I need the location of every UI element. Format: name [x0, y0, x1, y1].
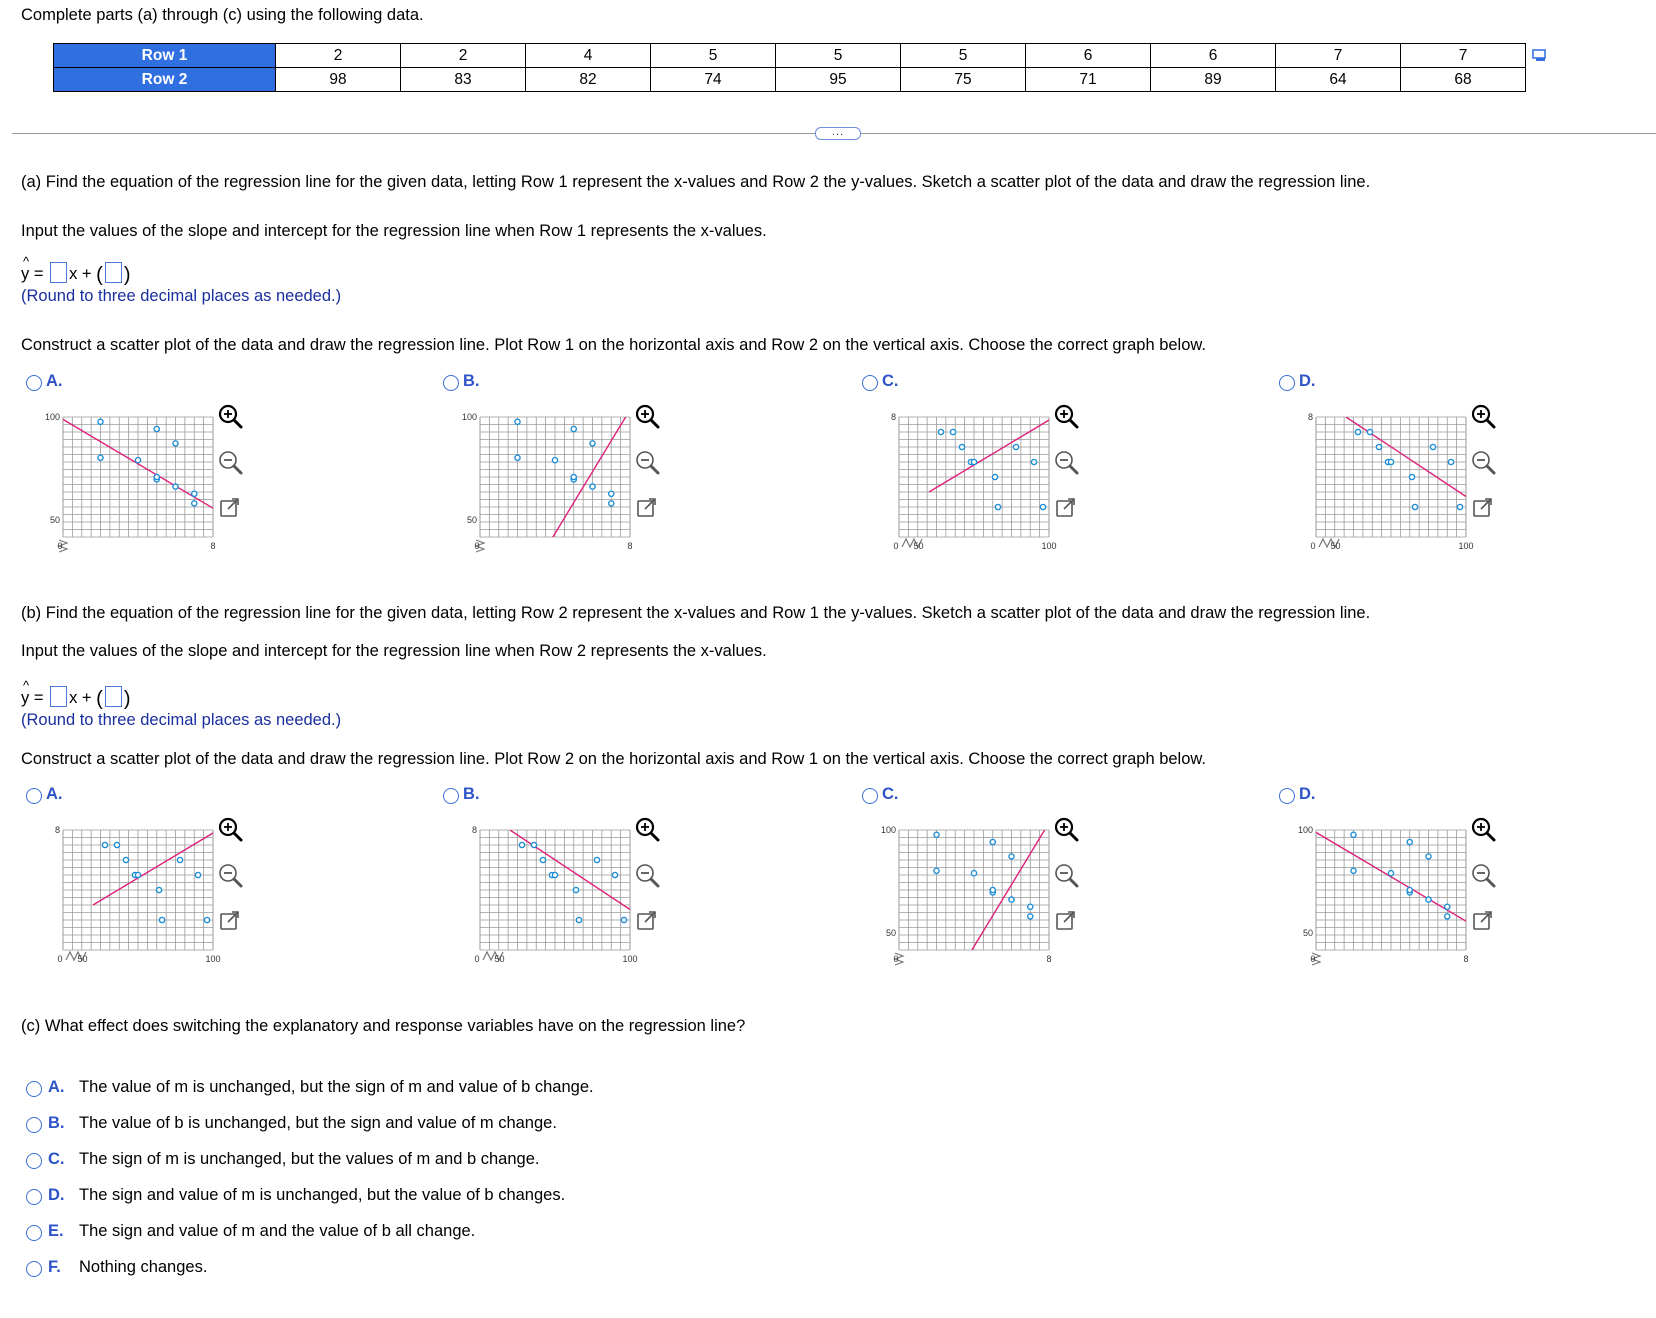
scatter-chart-b-A — [54, 825, 221, 964]
data-point — [156, 887, 161, 892]
tick-label: 0 — [1310, 954, 1316, 964]
table-cell: 64 — [1276, 68, 1401, 92]
data-point — [173, 484, 178, 489]
part-c-radio-e[interactable] — [26, 1225, 42, 1241]
regression-line — [546, 410, 633, 551]
data-point — [159, 917, 164, 922]
part-c-option-letter: F. — [48, 1258, 61, 1276]
data-point — [1445, 914, 1450, 919]
data-point — [971, 871, 976, 876]
data-point — [609, 491, 614, 496]
popout-icon[interactable] — [1469, 907, 1497, 935]
table-cell: 82 — [526, 68, 651, 92]
scatter-chart-a-C — [890, 412, 1057, 551]
tick-label: 8 — [210, 541, 216, 551]
row2-label: Row 2 — [54, 68, 276, 92]
y-hat: ^ y — [21, 254, 30, 283]
part-c-option-letter: D. — [48, 1186, 65, 1204]
data-point — [1013, 444, 1018, 449]
popout-icon[interactable] — [1052, 907, 1080, 935]
tick-label: 8 — [471, 825, 477, 835]
table-cell: 95 — [776, 68, 901, 92]
expand-button[interactable]: ... — [815, 127, 861, 140]
part-b-construct-prompt: Construct a scatter plot of the data and draw the regression line. Plot Row 2 on the horizontal axis and Row 1 on the vertical axis. Choose the correct graph below. — [21, 750, 1206, 768]
data-point — [959, 444, 964, 449]
graph-option-radio-a-b[interactable] — [443, 375, 459, 391]
part-c-prompt: (c) What effect does switching the explanatory and response variables have on the regression line? — [21, 1017, 746, 1035]
table-cell: 4 — [526, 44, 651, 68]
graph-option-letter: D. — [1299, 372, 1316, 390]
data-point — [1407, 839, 1412, 844]
part-c-radio-c[interactable] — [26, 1153, 42, 1169]
tick-label: 100 — [622, 954, 638, 964]
y-hat: ^ y — [21, 678, 30, 707]
part-a-round-note: (Round to three decimal places as needed.) — [21, 287, 342, 305]
tick-label: 8 — [1046, 954, 1052, 964]
zoom-in-icon[interactable] — [633, 402, 661, 430]
part-c-option-letter: E. — [48, 1222, 64, 1240]
data-table — [53, 43, 1526, 92]
tick-label: 50 — [885, 928, 896, 938]
tick-label: 8 — [54, 825, 60, 835]
data-point — [1426, 897, 1431, 902]
graph-option-letter: D. — [1299, 785, 1316, 803]
table-row — [54, 68, 1526, 92]
graph-option-radio-a-d[interactable] — [1279, 375, 1295, 391]
part-c-option-letter: C. — [48, 1150, 65, 1168]
zoom-in-icon[interactable] — [1052, 815, 1080, 843]
tick-label: 100 — [1041, 541, 1057, 551]
graph-option-radio-b-c[interactable] — [862, 788, 878, 804]
data-point — [552, 872, 557, 877]
table-cell: 7 — [1401, 44, 1526, 68]
regression-line — [965, 823, 1052, 964]
tick-label: 100 — [205, 954, 221, 964]
instructions: Complete parts (a) through (c) using the following data. — [21, 6, 424, 24]
table-cell: 6 — [1151, 44, 1276, 68]
tick-label: 50 — [77, 954, 88, 964]
data-point — [531, 842, 536, 847]
data-point — [950, 429, 955, 434]
zoom-out-icon[interactable] — [1052, 861, 1080, 889]
zoom-in-icon[interactable] — [216, 815, 244, 843]
data-point — [1040, 504, 1045, 509]
tick-label: 50 — [1330, 541, 1341, 551]
part-b-round-note: (Round to three decimal places as needed.) — [21, 711, 342, 729]
popout-icon[interactable] — [216, 494, 244, 522]
intercept-input-a[interactable] — [105, 262, 122, 283]
table-cell: 6 — [1026, 44, 1151, 68]
part-c-option-text: The sign and value of m and the value of b all change. — [79, 1222, 476, 1240]
tick-label: 8 — [1463, 954, 1469, 964]
data-point — [576, 917, 581, 922]
table-cell: 68 — [1401, 68, 1526, 92]
row1-label: Row 1 — [54, 44, 276, 68]
part-c-option-text: The value of m is unchanged, but the sign of m and value of b change. — [79, 1078, 594, 1096]
table-cell: 71 — [1026, 68, 1151, 92]
data-point — [1412, 504, 1417, 509]
zoom-out-icon[interactable] — [216, 448, 244, 476]
part-c-option-text: The sign of m is unchanged, but the values of m and b change. — [79, 1150, 540, 1168]
tick-label: 8 — [627, 541, 633, 551]
data-point — [173, 441, 178, 446]
data-point — [1426, 854, 1431, 859]
data-point — [552, 458, 557, 463]
graph-option-letter: B. — [463, 372, 480, 390]
tick-label: 50 — [466, 515, 477, 525]
data-point — [98, 455, 103, 460]
data-point — [934, 832, 939, 837]
scatter-chart-a-D — [1307, 412, 1474, 551]
graph-option-radio-a-a[interactable] — [26, 375, 42, 391]
tick-label: 100 — [44, 412, 60, 422]
scatter-chart-a-B — [461, 412, 633, 551]
data-point — [934, 868, 939, 873]
data-point — [540, 857, 545, 862]
table-cell: 5 — [901, 44, 1026, 68]
popout-icon[interactable] — [633, 494, 661, 522]
graph-option-radio-a-c[interactable] — [862, 375, 878, 391]
data-point — [123, 857, 128, 862]
data-point — [1388, 459, 1393, 464]
zoom-out-icon[interactable] — [1469, 448, 1497, 476]
data-point — [990, 887, 995, 892]
part-a-equation: ^ y = x + ( ) — [21, 254, 131, 286]
tick-label: 0 — [57, 954, 63, 964]
tick-label: 50 — [1302, 928, 1313, 938]
part-a-input-prompt: Input the values of the slope and intercept for the regression line when Row 1 represents the x-values. — [21, 222, 767, 240]
data-point — [154, 474, 159, 479]
table-cell: 2 — [276, 44, 401, 68]
table-cell: 2 — [401, 44, 526, 68]
table-cell: 74 — [651, 68, 776, 92]
tick-label: 0 — [893, 954, 899, 964]
table-cell: 75 — [901, 68, 1026, 92]
zoom-out-icon[interactable] — [633, 448, 661, 476]
data-point — [114, 842, 119, 847]
part-a-construct-prompt: Construct a scatter plot of the data and draw the regression line. Plot Row 1 on the horizontal axis and Row 2 on the vertical axis. Choose the correct graph below. — [21, 336, 1206, 354]
data-point — [995, 504, 1000, 509]
popout-icon[interactable] — [216, 907, 244, 935]
data-point — [1009, 897, 1014, 902]
zoom-in-icon[interactable] — [633, 815, 661, 843]
graph-option-letter: C. — [882, 372, 899, 390]
graph-option-radio-b-d[interactable] — [1279, 788, 1295, 804]
data-point — [590, 441, 595, 446]
regression-line — [93, 833, 213, 905]
part-b-input-prompt: Input the values of the slope and intercept for the regression line when Row 2 represents the x-values. — [21, 642, 767, 660]
part-c-radio-f[interactable] — [26, 1261, 42, 1277]
data-point — [1409, 474, 1414, 479]
data-point — [192, 501, 197, 506]
data-point — [1355, 429, 1360, 434]
graph-option-letter: C. — [882, 785, 899, 803]
data-point — [1351, 832, 1356, 837]
part-a-prompt: (a) Find the equation of the regression line for the given data, letting Row 1 represent the x-values and Row 2 the y-values. Sketch a scatter plot of the data and draw the regression line. — [21, 173, 1371, 191]
data-point — [135, 872, 140, 877]
table-cell: 5 — [651, 44, 776, 68]
data-point — [135, 458, 140, 463]
scatter-chart-b-D — [1297, 825, 1469, 964]
zoom-out-icon[interactable] — [1052, 448, 1080, 476]
graph-option-letter: B. — [463, 785, 480, 803]
graph-option-radio-b-b[interactable] — [443, 788, 459, 804]
part-c-option-letter: A. — [48, 1078, 65, 1096]
data-point — [590, 484, 595, 489]
data-point — [515, 455, 520, 460]
tick-label: 100 — [880, 825, 896, 835]
part-b-prompt: (b) Find the equation of the regression line for the given data, letting Row 2 represent the x-values and Row 1 the y-values. Sketch a scatter plot of the data and draw the regression line. — [21, 604, 1371, 622]
data-point — [1031, 459, 1036, 464]
tick-label: 50 — [494, 954, 505, 964]
data-point — [204, 917, 209, 922]
data-point — [621, 917, 626, 922]
tick-label: 0 — [893, 541, 899, 551]
data-point — [1028, 914, 1033, 919]
table-cell: 5 — [776, 44, 901, 68]
slope-input-a[interactable] — [50, 262, 67, 283]
table-cell: 7 — [1276, 44, 1401, 68]
data-point — [938, 429, 943, 434]
data-point — [992, 474, 997, 479]
data-point — [195, 872, 200, 877]
copy-table-icon[interactable] — [1532, 49, 1548, 63]
tick-label: 0 — [1310, 541, 1316, 551]
zoom-in-icon[interactable] — [1052, 402, 1080, 430]
table-cell: 98 — [276, 68, 401, 92]
data-point — [612, 872, 617, 877]
tick-label: 50 — [49, 515, 60, 525]
data-point — [1351, 868, 1356, 873]
data-point — [154, 426, 159, 431]
data-point — [1457, 504, 1462, 509]
part-c-option-text: The value of b is unchanged, but the sign and value of m change. — [79, 1114, 557, 1132]
scatter-chart-b-C — [880, 825, 1052, 964]
part-c-radio-d[interactable] — [26, 1189, 42, 1205]
equals-sign: = — [33, 265, 44, 283]
tick-label: 0 — [57, 541, 63, 551]
data-point — [177, 857, 182, 862]
tick-label: 0 — [474, 541, 480, 551]
data-point — [1028, 904, 1033, 909]
zoom-in-icon[interactable] — [1469, 815, 1497, 843]
part-b-equation: ^ y = x + ( ) — [21, 678, 131, 710]
data-point — [609, 501, 614, 506]
data-point — [571, 426, 576, 431]
data-point — [1448, 459, 1453, 464]
part-c-radio-b[interactable] — [26, 1117, 42, 1133]
data-point — [1388, 871, 1393, 876]
graph-option-radio-b-a[interactable] — [26, 788, 42, 804]
x-plus: x + — [69, 689, 92, 707]
table-cell: 89 — [1151, 68, 1276, 92]
graph-option-letter: A. — [46, 785, 63, 803]
part-c-option-text: Nothing changes. — [79, 1258, 208, 1276]
data-point — [594, 857, 599, 862]
tick-label: 100 — [1297, 825, 1313, 835]
popout-icon[interactable] — [1469, 494, 1497, 522]
regression-line — [929, 420, 1049, 492]
data-point — [1430, 444, 1435, 449]
zoom-out-icon[interactable] — [1469, 861, 1497, 889]
table-row — [54, 44, 1526, 68]
data-point — [1407, 887, 1412, 892]
part-c-option-letter: B. — [48, 1114, 65, 1132]
data-point — [192, 491, 197, 496]
data-point — [98, 419, 103, 424]
zoom-in-icon[interactable] — [216, 402, 244, 430]
data-point — [1367, 429, 1372, 434]
scatter-chart-a-A — [44, 412, 216, 551]
tick-label: 0 — [474, 954, 480, 964]
popout-icon[interactable] — [1052, 494, 1080, 522]
slope-input-b[interactable] — [50, 686, 67, 707]
x-plus: x + — [69, 265, 92, 283]
tick-label: 8 — [890, 412, 896, 422]
data-point — [1445, 904, 1450, 909]
equals-sign: = — [33, 689, 44, 707]
data-point — [519, 842, 524, 847]
data-point — [990, 839, 995, 844]
intercept-input-b[interactable] — [105, 686, 122, 707]
tick-label: 100 — [461, 412, 477, 422]
data-point — [1376, 444, 1381, 449]
scatter-chart-b-B — [471, 825, 638, 964]
tick-label: 8 — [1307, 412, 1313, 422]
part-c-radio-a[interactable] — [26, 1081, 42, 1097]
data-point — [515, 419, 520, 424]
table-cell: 83 — [401, 68, 526, 92]
data-point — [971, 459, 976, 464]
zoom-in-icon[interactable] — [1469, 402, 1497, 430]
data-point — [571, 474, 576, 479]
data-point — [573, 887, 578, 892]
popout-icon[interactable] — [633, 907, 661, 935]
graph-option-letter: A. — [46, 372, 63, 390]
zoom-out-icon[interactable] — [633, 861, 661, 889]
part-c-option-text: The sign and value of m is unchanged, but the value of b changes. — [79, 1186, 566, 1204]
data-point — [102, 842, 107, 847]
tick-label: 100 — [1458, 541, 1474, 551]
data-point — [1009, 854, 1014, 859]
tick-label: 50 — [913, 541, 924, 551]
zoom-out-icon[interactable] — [216, 861, 244, 889]
